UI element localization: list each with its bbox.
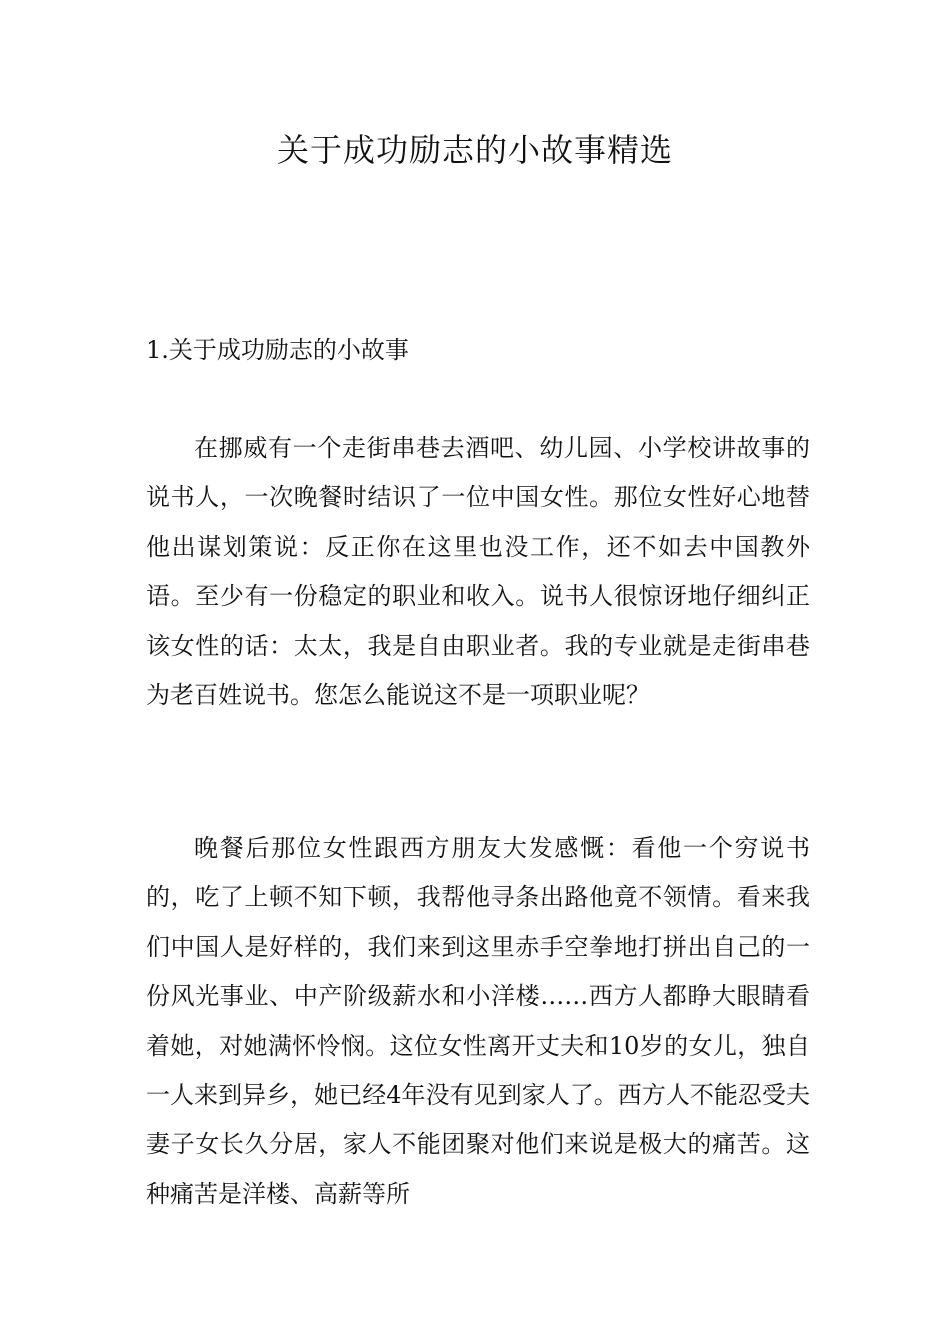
section-heading: 1.关于成功励志的小故事	[146, 336, 409, 364]
paragraph-1: 在挪威有一个走街串巷去酒吧、幼儿园、小学校讲故事的说书人，一次晚餐时结识了一位中国女性。那位女性好心地替他出谋划策说：反正你在这里也没工作，还不如去中国教外语。至少有一份稳定的职业和收入。说书人很惊讶地仔细纠正该女性的话：太太，我是自由职业者。我的专业就是走街串巷为老百姓说书。您怎么能说这不是一项职业呢？	[146, 434, 810, 710]
paragraph-2: 晚餐后那位女性跟西方朋友大发感慨：看他一个穷说书的，吃了上顿不知下顿，我帮他寻条出路他竟不领情。看来我们中国人是好样的，我们来到这里赤手空拳地打拼出自己的一份风光事业、中产阶级薪水和小洋楼……西方人都睁大眼睛看着她，对她满怀怜悯。这位女性离开丈夫和10岁的女儿，独自一人来到异乡，她已经4年没有见到家人了。西方人不能忍受夫妻子女长久分居，家人不能团聚对他们来说是极大的痛苦。这种痛苦是洋楼、高薪等所	[146, 834, 810, 1208]
document-title: 关于成功励志的小故事精选	[276, 131, 673, 169]
